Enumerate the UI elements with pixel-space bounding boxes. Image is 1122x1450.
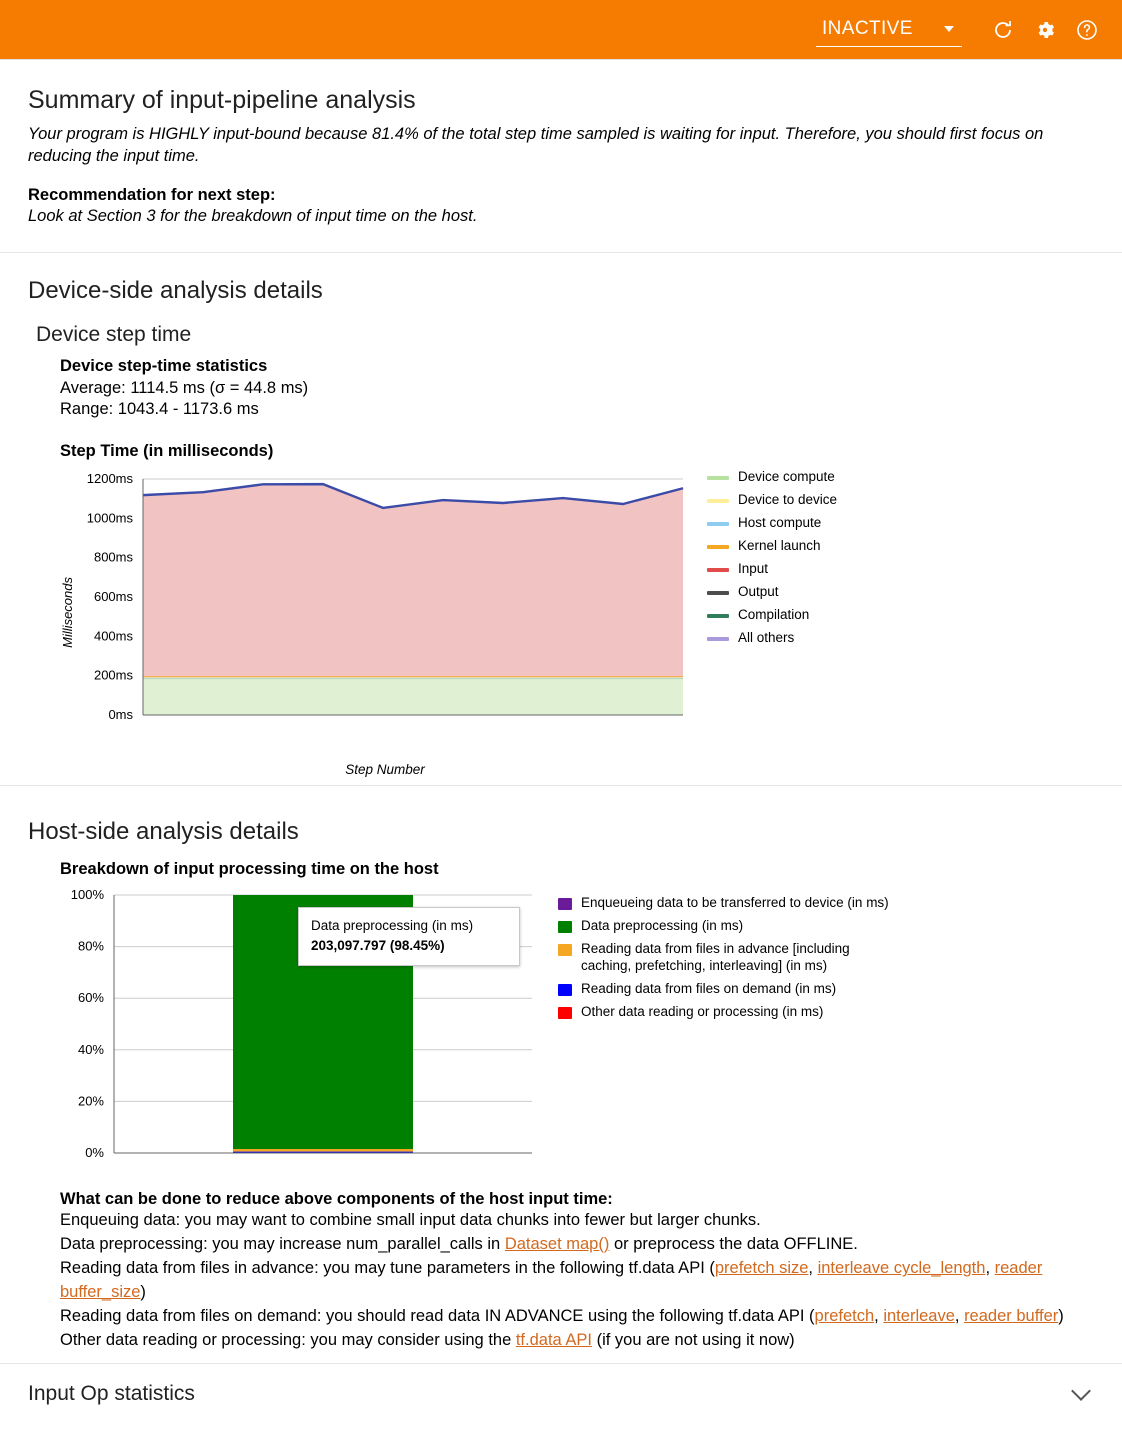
refresh-icon[interactable] [986, 13, 1020, 47]
svg-text:1200ms: 1200ms [86, 471, 133, 487]
legend-color-swatch [707, 499, 729, 503]
device-step-time-stats [60, 357, 1094, 778]
run-status-select[interactable] [816, 13, 962, 47]
stats-heading: Device step-time statistics [60, 356, 268, 375]
host-chart-title: Breakdown of input processing time on the host [60, 860, 439, 879]
legend-color-swatch [558, 944, 572, 956]
svg-text:0%: 0% [85, 1145, 104, 1161]
svg-text:1000ms: 1000ms [86, 510, 133, 526]
legend-item[interactable] [707, 584, 837, 601]
svg-text:0ms: 0ms [108, 707, 133, 723]
legend-item[interactable] [558, 918, 891, 935]
chevron-down-icon [1071, 1381, 1091, 1401]
host-side-section [0, 786, 1122, 1363]
legend-item[interactable] [707, 538, 837, 555]
legend-label: All others [738, 629, 795, 645]
legend-label: Host compute [738, 515, 822, 531]
legend-label: Device compute [738, 469, 835, 485]
legend-color-swatch [707, 568, 729, 572]
legend-color-swatch [707, 522, 729, 526]
advice-text: Enqueuing data: you may want to combine small input data chunks into fewer but larger chunks. [60, 1211, 761, 1230]
advice-text: , [874, 1307, 884, 1326]
stats-average: Average: 1114.5 ms (σ = 44.8 ms) [60, 378, 309, 397]
legend-color-swatch [558, 921, 572, 933]
legend-item[interactable] [707, 607, 837, 624]
advice-text: ) [1058, 1307, 1064, 1326]
legend-color-swatch [707, 637, 729, 641]
advice-text: ) [140, 1283, 146, 1302]
advice-text: , [954, 1307, 965, 1326]
legend-item[interactable] [558, 941, 891, 975]
svg-text:400ms: 400ms [93, 628, 133, 644]
svg-text:100%: 100% [70, 887, 104, 903]
page-title: Summary of input-pipeline analysis [28, 86, 416, 114]
device-step-time-chart [60, 467, 1094, 777]
advice-link[interactable]: Dataset map() [504, 1235, 610, 1254]
summary-section [0, 60, 1122, 253]
legend-color-swatch [707, 614, 729, 618]
legend-color-swatch [707, 545, 729, 549]
recommendation-title: Recommendation for next step: [28, 185, 276, 204]
legend-label: Reading data from files on demand (in ms) [581, 980, 837, 996]
svg-text:800ms: 800ms [93, 550, 133, 566]
svg-text:200ms: 200ms [93, 668, 133, 684]
svg-text:600ms: 600ms [93, 589, 133, 605]
device-step-time-title: Device step time [36, 322, 192, 346]
legend-color-swatch [707, 591, 729, 595]
gear-icon[interactable] [1028, 13, 1062, 47]
advice-text: Reading data from files on demand: you should read data IN ADVANCE using the following tf.data API ( [60, 1307, 815, 1326]
advice-link[interactable]: interleave [883, 1307, 955, 1326]
legend-label: Compilation [738, 606, 810, 622]
chart-tooltip [298, 907, 520, 965]
tooltip-value: 203,097.797 (98.45%) [311, 937, 445, 953]
device-chart-title: Step Time (in milliseconds) [60, 442, 274, 461]
summary-body: Your program is HIGHLY input-bound because 81.4% of the total step time sampled is waiting for input. Therefore, you should first focus on reducing the input time. [28, 125, 1044, 166]
legend-item[interactable] [707, 561, 837, 578]
legend-item[interactable] [558, 1004, 891, 1021]
legend-color-swatch [558, 1007, 572, 1019]
advice-line [60, 1329, 1094, 1353]
legend-color-swatch [707, 476, 729, 480]
legend-item[interactable] [707, 492, 837, 509]
advice-link[interactable]: prefetch size [714, 1259, 809, 1278]
accordion-title: Input Op statistics [28, 1382, 195, 1406]
advice-text: Reading data from files in advance: you may tune parameters in the following tf.data API ( [60, 1259, 715, 1278]
legend-color-swatch [558, 984, 572, 996]
host-chart-legend [558, 895, 891, 1026]
advice-heading: What can be done to reduce above components of the host input time: [60, 1190, 613, 1209]
legend-label: Enqueueing data to be transferred to device (in ms) [581, 895, 889, 911]
advice-link[interactable]: reader buffer [964, 1307, 1059, 1326]
advice-text: (if you are not using it now) [591, 1331, 795, 1350]
advice-link[interactable]: interleave cycle_length [817, 1259, 986, 1278]
input-op-statistics-accordion[interactable] [0, 1363, 1122, 1425]
advice-line [60, 1233, 1094, 1257]
legend-label: Other data reading or processing (in ms) [581, 1003, 824, 1019]
legend-color-swatch [558, 898, 572, 910]
legend-label: Kernel launch [738, 538, 821, 554]
device-chart-xlabel: Step Number [345, 762, 425, 778]
advice-line [60, 1209, 1094, 1233]
host-breakdown-chart [60, 885, 1094, 1180]
legend-item[interactable] [558, 981, 891, 998]
device-side-title: Device-side analysis details [28, 276, 323, 304]
legend-item[interactable] [707, 630, 837, 647]
stats-range: Range: 1043.4 - 1173.6 ms [60, 399, 259, 418]
svg-text:20%: 20% [77, 1093, 104, 1109]
advice-list [60, 1209, 1094, 1353]
svg-text:40%: 40% [77, 1042, 104, 1058]
tooltip-label: Data preprocessing (in ms) [311, 918, 474, 934]
legend-label: Output [738, 583, 779, 599]
legend-label: Data preprocessing (in ms) [581, 918, 744, 934]
legend-label: Device to device [738, 492, 838, 508]
host-side-title: Host-side analysis details [28, 818, 299, 846]
chevron-down-icon [944, 26, 954, 32]
advice-text: or preprocess the data OFFLINE. [609, 1235, 858, 1254]
advice-text: , [985, 1259, 995, 1278]
advice-text: , [808, 1259, 818, 1278]
recommendation-body: Look at Section 3 for the breakdown of input time on the host. [28, 206, 478, 225]
legend-item[interactable] [707, 515, 837, 532]
legend-item[interactable] [707, 469, 837, 486]
advice-text: Other data reading or processing: you may consider using the [60, 1331, 516, 1350]
run-status-value: INACTIVE [822, 18, 913, 39]
advice-line [60, 1305, 1094, 1329]
device-chart-plot [75, 467, 695, 757]
legend-label: Input [738, 560, 769, 576]
svg-text:60%: 60% [77, 990, 104, 1006]
device-chart-ylabel: Milliseconds [60, 577, 75, 648]
device-side-section [0, 253, 1122, 787]
advice-text: Data preprocessing: you may increase num_parallel_calls in [60, 1235, 505, 1254]
advice-line [60, 1257, 1094, 1305]
top-bar [0, 0, 1122, 60]
legend-item[interactable] [558, 895, 891, 912]
svg-text:80%: 80% [77, 939, 104, 955]
device-chart-legend [707, 469, 837, 652]
help-icon[interactable] [1070, 13, 1104, 47]
legend-label: Reading data from files in advance [including caching, prefetching, interleaving] (in ms) [581, 941, 850, 974]
advice-link[interactable]: prefetch [814, 1307, 875, 1326]
advice-link[interactable]: tf.data API [515, 1331, 592, 1350]
advice-link[interactable]: reader buffer_size [60, 1259, 1043, 1302]
